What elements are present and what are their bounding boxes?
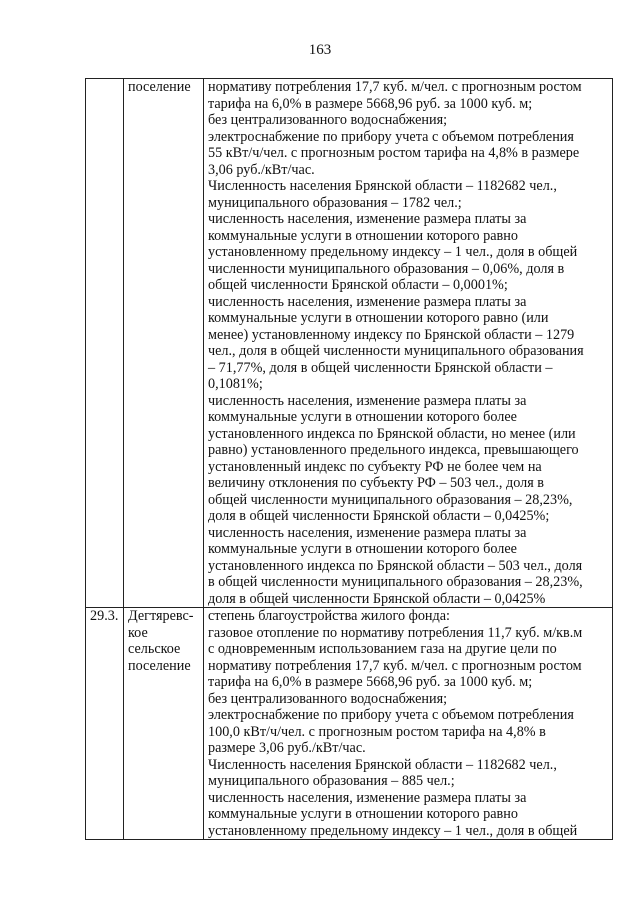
description-line: установленного индекса по Брянской области – 503 чел., доля [208, 557, 583, 574]
description-line: менее) установленному индексу по Брянской области – 1279 [208, 326, 575, 343]
settlement-name [124, 608, 204, 840]
description-line: нормативу потребления 17,7 куб. м/чел. с прогнозным ростом [208, 657, 582, 674]
table-row [86, 608, 613, 840]
settlement-name-line: поселение [128, 657, 191, 674]
settlement-description [204, 79, 613, 608]
description-line: установленного индекса по Брянской области, но менее (или [208, 425, 576, 442]
description-line: Численность населения Брянской области – 1182682 чел., [208, 178, 557, 194]
description-line: численность населения, изменение размера платы за [208, 293, 527, 310]
description-line: чел., доля в общей численности муниципального образования [208, 343, 584, 359]
description-line: без централизованного водоснабжения; [208, 112, 448, 128]
description-line: численность населения, изменение размера платы за [208, 524, 527, 541]
description-line: доля в общей численности Брянской области – 0,0425% [208, 590, 546, 607]
description-line: коммунальные услуги в отношении которого равно [208, 806, 518, 822]
description-line: установленный индекс по субъекту РФ не более чем на [208, 458, 542, 475]
description-line: коммунальные услуги в отношении которого более [208, 409, 517, 425]
description-line: численность населения, изменение размера платы за [208, 392, 527, 409]
table-row [86, 79, 613, 608]
description-line: тарифа на 6,0% в размере 5668,96 руб. за 1000 куб. м; [208, 674, 533, 690]
description-line: размере 3,06 руб./кВт/час. [208, 740, 366, 756]
description-line: величину отклонения по субъекту РФ – 503 чел., доля в [208, 475, 544, 491]
settlement-name-line: Дегтяревс- [128, 608, 194, 624]
description-line: общей численности муниципального образования – 28,23%, [208, 491, 573, 508]
description-line: электроснабжение по прибору учета с объемом потребления [208, 128, 574, 145]
description-line: 0,1081%; [208, 376, 263, 392]
description-line: равно) установленного предельного индекса, превышающего [208, 442, 579, 458]
description-line: Численность населения Брянской области – 1182682 чел., [208, 756, 557, 773]
description-line: коммунальные услуги в отношении которого более [208, 541, 517, 557]
description-line: муниципального образования – 885 чел.; [208, 773, 455, 789]
description-line: с одновременным использованием газа на другие цели по [208, 641, 557, 657]
description-line: без централизованного водоснабжения; [208, 690, 448, 707]
description-line: коммунальные услуги в отношении которого равно (или [208, 310, 549, 326]
description-line: – 71,77%, доля в общей численности Брянской области – [208, 359, 553, 376]
description-line: численность населения, изменение размера платы за [208, 789, 527, 806]
description-line: 55 кВт/ч/чел. с прогнозным ростом тарифа на 4,8% в размере [208, 145, 580, 161]
page-number: 163 [308, 42, 332, 58]
description-line: муниципального образования – 1782 чел.; [208, 194, 462, 211]
settlement-name-line: поселение [128, 79, 191, 95]
description-line: газовое отопление по нормативу потребления 11,7 куб. м/кв.м [208, 624, 583, 641]
description-line: численность населения, изменение размера платы за [208, 211, 527, 227]
row-number: 29.3. [86, 608, 124, 840]
description-line: 100,0 кВт/ч/чел. с прогнозным ростом тарифа на 4,8% в [208, 723, 546, 740]
description-line: в общей численности муниципального образования – 28,23%, [208, 574, 583, 590]
settlement-table [85, 78, 613, 840]
table-body [86, 79, 613, 840]
description-line: 3,06 руб./кВт/час. [208, 161, 315, 178]
settlement-description [204, 608, 613, 840]
description-line: доля в общей численности Брянской области – 0,0425%; [208, 508, 550, 524]
description-line: нормативу потребления 17,7 куб. м/чел. с прогнозным ростом [208, 79, 582, 95]
description-line: общей численности Брянской области – 0,0001%; [208, 277, 508, 293]
description-line: коммунальные услуги в отношении которого равно [208, 227, 518, 244]
row-number [86, 79, 124, 608]
description-line: численности муниципального образования – 0,06%, доля в [208, 260, 565, 277]
settlement-name [124, 79, 204, 608]
settlement-name-line: кое [128, 624, 148, 641]
description-line: установленному предельному индексу – 1 чел., доля в общей [208, 822, 578, 839]
description-line: тарифа на 6,0% в размере 5668,96 руб. за 1000 куб. м; [208, 95, 533, 112]
settlement-name-line: сельское [128, 641, 181, 657]
description-line: степень благоустройства жилого фонда: [208, 608, 450, 624]
description-line: установленному предельному индексу – 1 чел., доля в общей [208, 244, 578, 260]
description-line: электроснабжение по прибору учета с объемом потребления [208, 707, 574, 723]
